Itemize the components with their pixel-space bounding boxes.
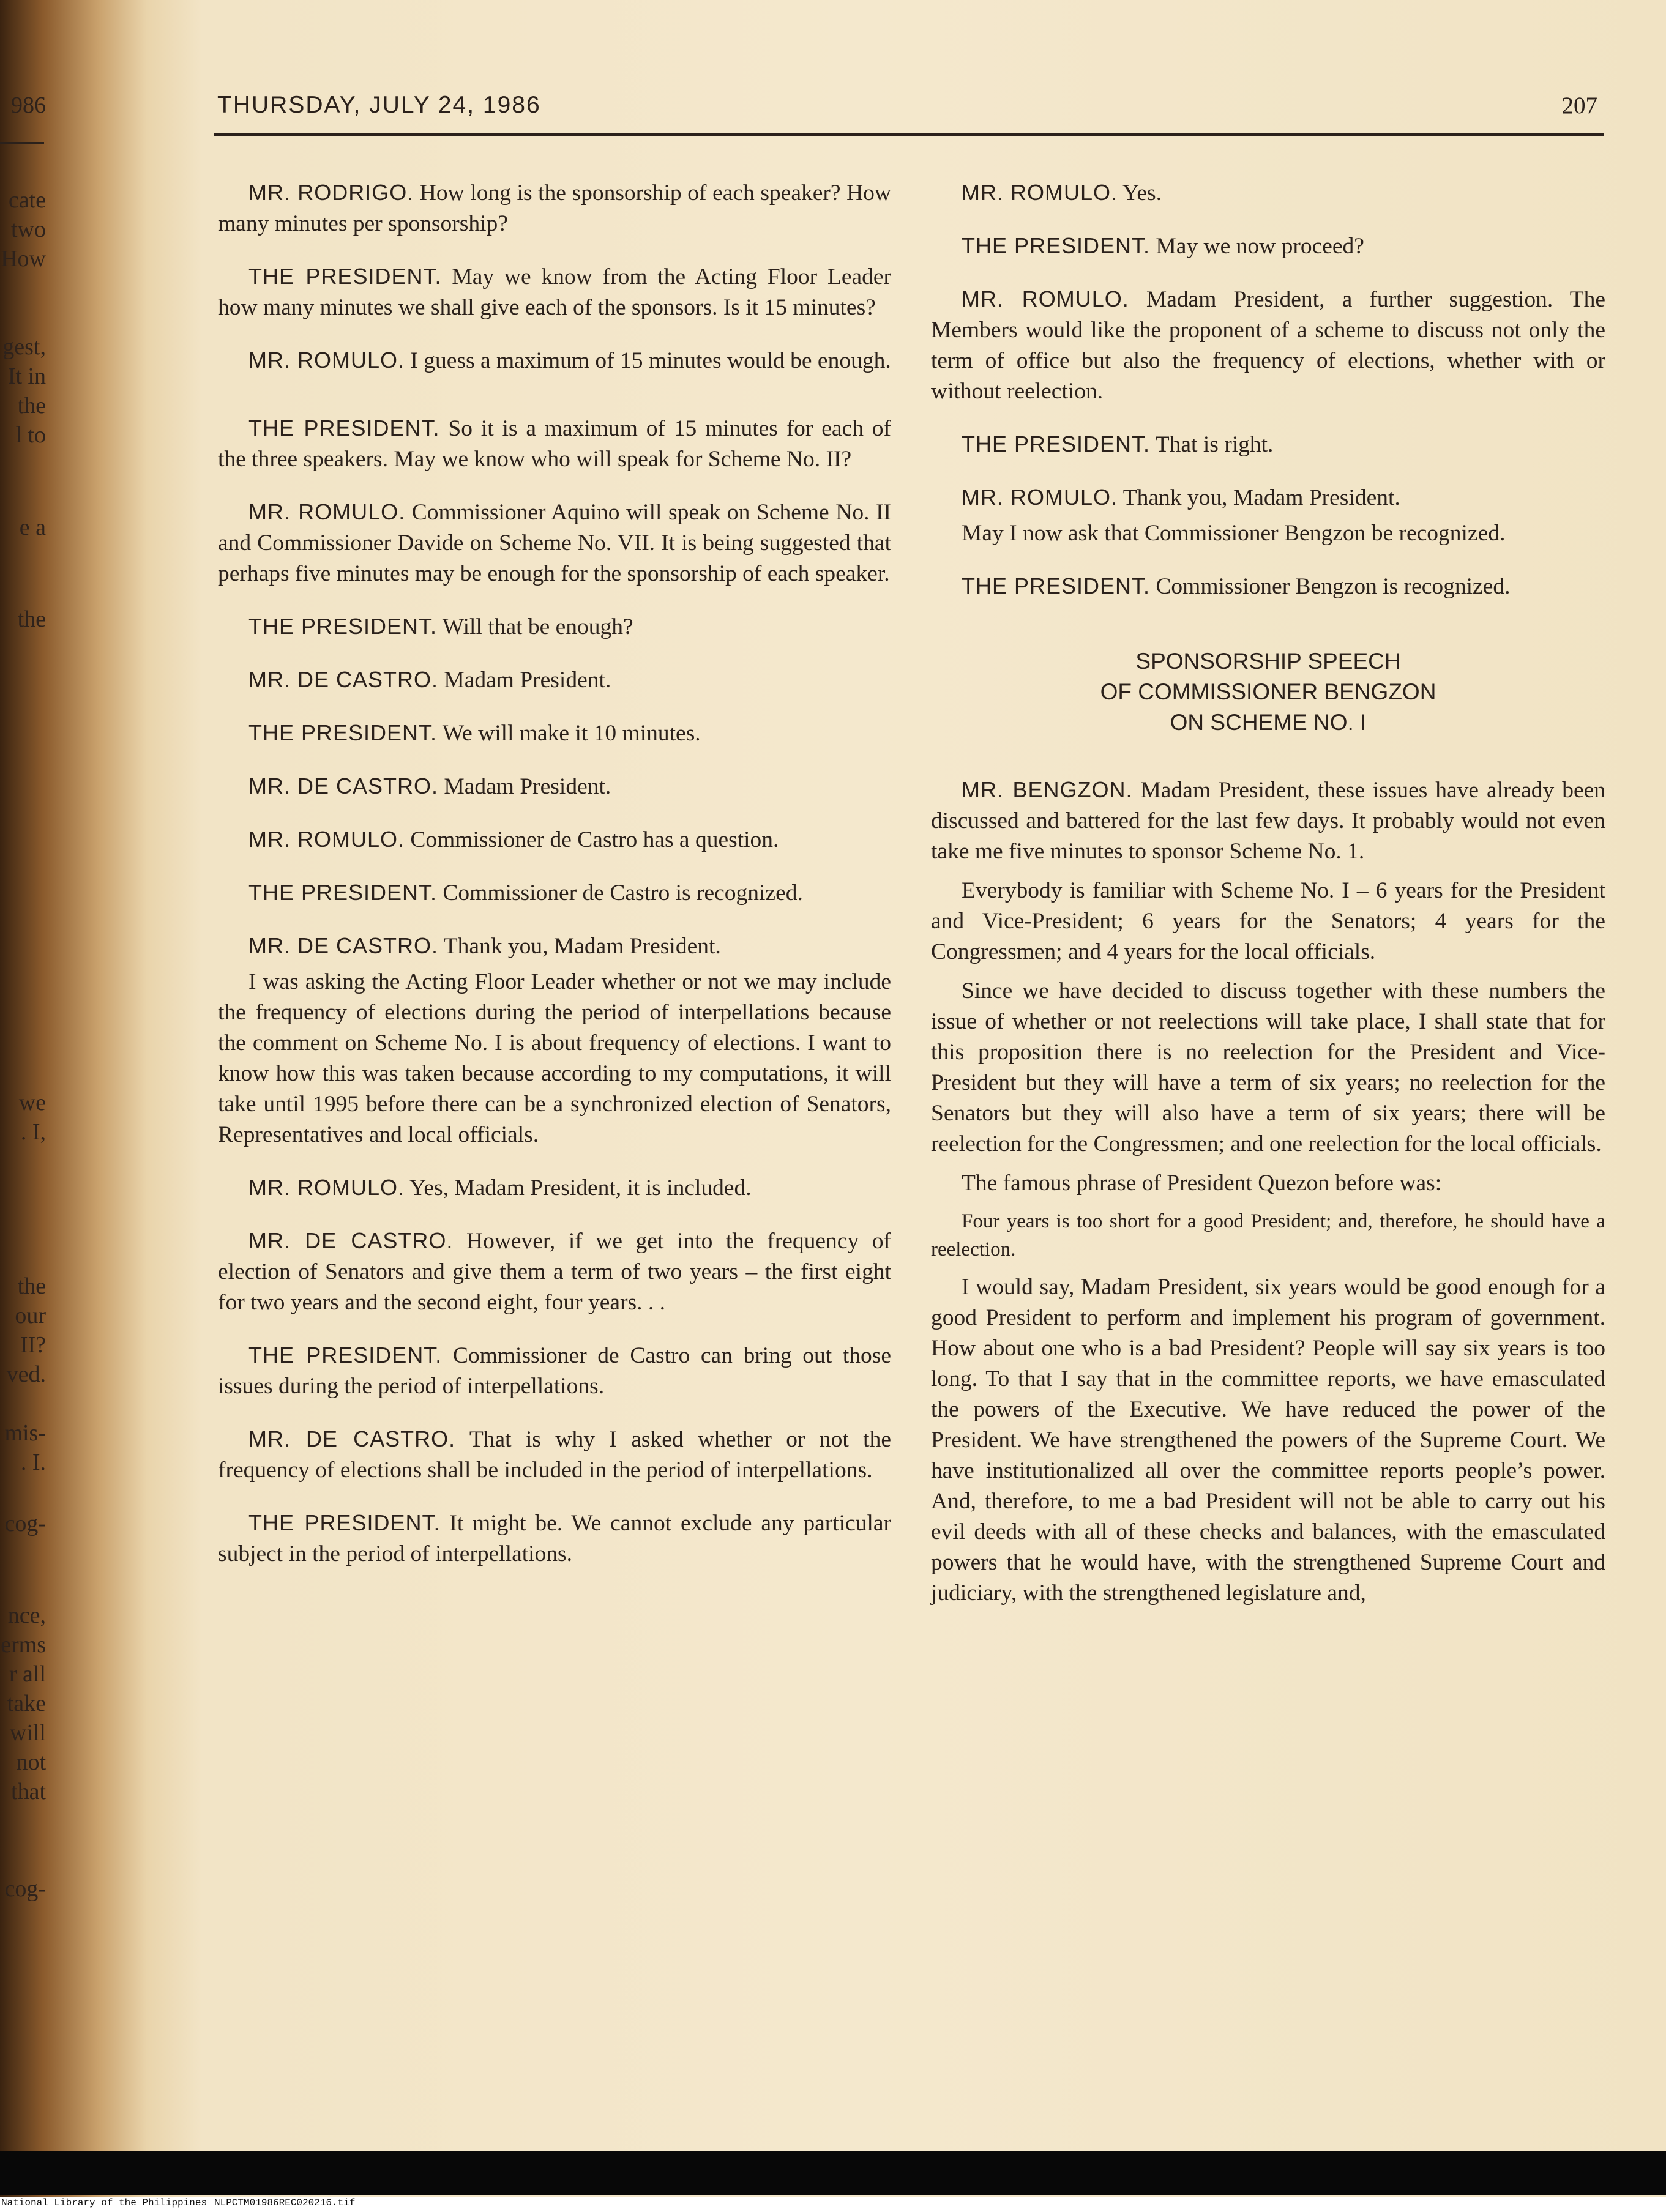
margin-fragment: not [16, 1749, 46, 1775]
paragraph [931, 177, 1605, 209]
header-rule [214, 133, 1604, 136]
header-date: THURSDAY, JULY 24, 1986 [217, 92, 541, 118]
paragraph-text: That is right. [1155, 432, 1274, 457]
margin-fragment: l to [15, 422, 46, 448]
margin-fragment: the [17, 393, 46, 419]
speaker-name: THE PRESIDENT. [248, 415, 440, 441]
paragraph [931, 482, 1605, 513]
paragraph [218, 967, 891, 1150]
page-number: 207 [1561, 92, 1597, 119]
paragraph-text: Will that be enough? [442, 614, 633, 639]
paragraph [218, 931, 891, 962]
margin-fragment: the [17, 606, 46, 632]
paragraph-text: However, if we get into the frequency of election of Senators and give them a term of two years – the first eight for two years and the second eight, four years. . . [218, 1229, 892, 1315]
scan-bottom-edge [0, 2151, 1666, 2195]
footer-library: National Library of the Philippines [1, 2197, 207, 2208]
paragraph-text: Yes. [1122, 181, 1162, 206]
speaker-name: THE PRESIDENT. [248, 720, 438, 745]
paragraph [218, 1172, 891, 1204]
paragraph [931, 876, 1605, 967]
paragraph [931, 284, 1605, 407]
paragraph [218, 877, 891, 909]
margin-fragment: cog- [4, 1876, 46, 1902]
speaker-name: MR. BENGZON. [962, 777, 1133, 802]
paragraph [218, 1226, 891, 1318]
margin-fragment: ved. [6, 1361, 46, 1387]
paragraph-text: I would say, Madam President, six years would be good enough for a good President to perform and implement his program of government. How about one who is a bad President? People will say six years is too long. To that I say that in the committee reports, we have emasculated the powers of the Executive. We have reduced the power of the President. We have strengthened the powers of the Supreme Court. We have institutionalized all over the committee reports people’s power. And, therefore, to me a bad President will not be able to carry out his evil deeds with all of these checks and balances, with the emasculated powers that he would have, with the strengthened Supreme Court and judiciary, with the strengthened legislature and, [931, 1275, 1605, 1606]
paragraph [931, 518, 1605, 549]
right-column [931, 177, 1605, 1609]
margin-fragment: mis- [4, 1420, 46, 1446]
paragraph-text: Commissioner Bengzon is recognized. [1156, 574, 1511, 599]
paragraph-text: Commissioner Aquino will speak on Scheme No. II and Commissioner Davide on Scheme No. VII. It is being suggested that perhaps five minutes may be enough for the sponsorship of each speaker. [218, 500, 891, 586]
paragraph-text: Commissioner de Castro is recognized. [443, 881, 803, 906]
margin-fragment: e a [19, 515, 46, 540]
facing-page-margin [0, 0, 101, 2151]
paragraph-text: I was asking the Acting Floor Leader whether or not we may include the frequency of elections during the period of interpellations because the comment on Scheme No. I is about frequency of elections. I want to know how this was taken because according to my computations, it will take until 1995 before there can be a synchronized election of Senators, Representatives and local officials. [218, 969, 891, 1147]
margin-fragment: two [11, 217, 46, 242]
paragraph [931, 231, 1605, 262]
margin-fragment: will [9, 1720, 46, 1746]
paragraph [218, 497, 891, 589]
speaker-name: THE PRESIDENT. [248, 1510, 441, 1535]
paragraph [931, 1168, 1605, 1199]
paragraph-text: That is why I asked whether or not the frequency of elections shall be included in the period of interpellations. [218, 1427, 891, 1483]
paragraph [218, 1508, 891, 1570]
speaker-name: MR. DE CASTRO. [248, 667, 439, 692]
margin-fragment: II? [20, 1332, 46, 1358]
block-quote: Four years is too short for a good President; and, therefore, he should have a reelection. [931, 1210, 1605, 1261]
paragraph-text: The famous phrase of President Quezon before was: [962, 1171, 1442, 1196]
speaker-name: MR. DE CASTRO. [248, 1228, 454, 1253]
margin-fragment: cog- [4, 1511, 46, 1536]
paragraph [218, 611, 891, 642]
paragraph [218, 824, 891, 855]
sponsorship-speech [931, 775, 1605, 1199]
margin-fragment: . I. [20, 1450, 46, 1475]
paragraph [218, 261, 891, 323]
speaker-name: MR. ROMULO. [962, 180, 1118, 205]
speaker-name: MR. ROMULO. [962, 485, 1118, 510]
margin-fragment: 986 [11, 92, 46, 118]
margin-fragment: erms [1, 1632, 46, 1658]
margin-fragment: our [15, 1303, 46, 1328]
margin-fragment: the [17, 1273, 46, 1299]
margin-fragment: nce, [7, 1603, 46, 1628]
paragraph-text: Madam President. [444, 774, 611, 799]
footer-filename: NLPCTM01986REC020216.tif [214, 2197, 356, 2208]
speaker-name: MR. DE CASTRO. [248, 773, 439, 799]
margin-fragment: How [1, 246, 46, 272]
paragraph-text: May we know from the Acting Floor Leader how many minutes we shall give each of the sponsors. Is it 15 minutes? [218, 264, 892, 320]
paragraph [218, 413, 891, 475]
paragraph [218, 1424, 891, 1486]
margin-fragment: take [7, 1691, 46, 1716]
paragraph-text: Since we have decided to discuss together with these numbers the issue of whether or not reelections will take place, I shall state that for this proposition there is no reelection for the President and Vice-President but they will have a term of six years; no reelection for the Senators but they will also have a term of six years; there will be reelection for the Congressmen; and one reelection for the local officials. [931, 978, 1605, 1156]
paragraph-text: How long is the sponsorship of each speaker? How many minutes per sponsorship? [218, 181, 891, 236]
speech-continuation [931, 1272, 1605, 1609]
paragraph [931, 571, 1605, 602]
facing-page-rule [0, 142, 44, 144]
speaker-name: MR. ROMULO. [248, 348, 405, 373]
speaker-name: MR. DE CASTRO. [248, 933, 439, 958]
scan-footer [0, 2197, 1666, 2212]
margin-fragment: we [18, 1090, 46, 1115]
margin-fragment: that [11, 1779, 46, 1804]
paragraph-text: Madam President. [444, 668, 611, 693]
paragraph [931, 976, 1605, 1160]
paragraph-text: Madam President, these issues have already been discussed and battered for the last few days. It probably would not even take me five minutes to sponsor Scheme No. 1. [931, 778, 1605, 864]
margin-fragment: r all [9, 1661, 46, 1687]
paragraph [218, 771, 891, 802]
speaker-name: THE PRESIDENT. [962, 573, 1151, 598]
paragraph-text: Everybody is familiar with Scheme No. I – 6 years for the President and Vice-President; 6 years for the Senators; 4 years for the Congressmen; and 4 years for the local officials. [931, 878, 1605, 964]
margin-fragment: cate [8, 187, 46, 213]
speaker-name: THE PRESIDENT. [248, 264, 442, 289]
paragraph [218, 1340, 891, 1402]
right-column-dialogue [931, 177, 1605, 602]
speaker-name: MR. ROMULO. [248, 827, 405, 852]
page-header [217, 92, 1597, 128]
heading-line: ON SCHEME NO. I [1170, 710, 1367, 735]
paragraph-text: I guess a maximum of 15 minutes would be enough. [410, 348, 891, 373]
paragraph-text: May we now proceed? [1156, 234, 1364, 259]
speaker-name: THE PRESIDENT. [962, 233, 1151, 258]
left-column [218, 177, 891, 1570]
speaker-name: THE PRESIDENT. [248, 880, 438, 905]
heading-line: OF COMMISSIONER BENGZON [1100, 679, 1436, 704]
paragraph-text: So it is a maximum of 15 minutes for each of the three speakers. May we know who will speak for Scheme No. II? [218, 416, 892, 472]
speaker-name: MR. DE CASTRO. [248, 1426, 456, 1451]
paragraph [218, 718, 891, 749]
paragraph-text: Thank you, Madam President. [443, 934, 721, 959]
paragraph [931, 429, 1605, 460]
speaker-name: MR. ROMULO. [962, 286, 1129, 311]
speaker-name: THE PRESIDENT. [248, 1342, 443, 1368]
speaker-name: MR. ROMULO. [248, 499, 406, 524]
paragraph [218, 345, 891, 376]
paragraph-text: Thank you, Madam President. [1122, 485, 1400, 510]
paragraph [218, 177, 891, 239]
paragraph [218, 665, 891, 696]
speaker-name: THE PRESIDENT. [962, 431, 1151, 456]
margin-fragment: It in [7, 363, 46, 389]
paragraph-text: Yes, Madam President, it is included. [409, 1175, 752, 1201]
heading-line: SPONSORSHIP SPEECH [1135, 649, 1401, 674]
speaker-name: THE PRESIDENT. [248, 614, 438, 639]
paragraph [931, 1272, 1605, 1609]
section-heading [931, 646, 1605, 738]
paragraph-text: We will make it 10 minutes. [442, 721, 701, 746]
margin-fragment: gest, [2, 334, 46, 360]
margin-fragment: . I, [20, 1119, 46, 1145]
paragraph [931, 775, 1605, 867]
speaker-name: MR. RODRIGO. [248, 180, 414, 205]
paragraph-text: May I now ask that Commissioner Bengzon be recognized. [962, 521, 1506, 546]
paragraph-text: Commissioner de Castro has a question. [410, 827, 779, 852]
paragraph-text: Madam President, a further suggestion. The Members would like the proponent of a scheme to discuss not only the term of office but also the frequency of elections, whether with or without reelection. [931, 287, 1606, 404]
paragraph-text: Commissioner de Castro can bring out those issues during the period of interpellations. [218, 1343, 891, 1399]
speaker-name: MR. ROMULO. [248, 1175, 405, 1200]
paragraph-text: It might be. We cannot exclude any particular subject in the period of interpellations. [218, 1511, 891, 1566]
